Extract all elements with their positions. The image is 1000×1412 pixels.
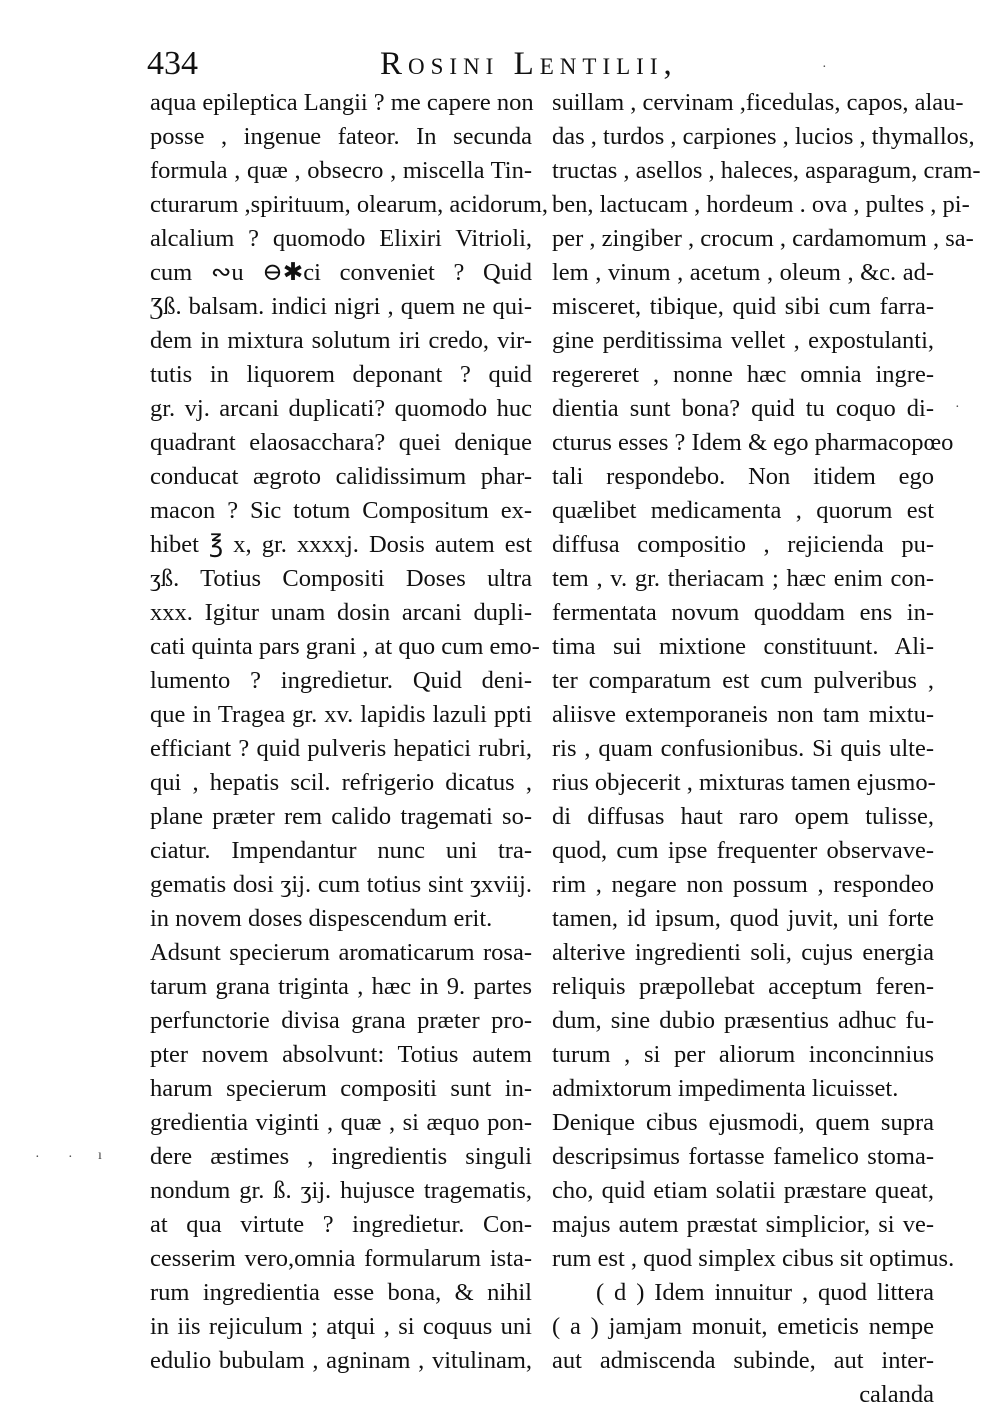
text-line: dum, sine dubio præsentius adhuc fu- (552, 1007, 934, 1034)
left-text-column (150, 86, 549, 1378)
print-speck: · (955, 400, 960, 415)
text-line: rim , negare non possum , respondeo (552, 871, 934, 898)
text-line: gr. vj. arcani duplicati? quomodo huc (150, 395, 532, 422)
text-line: in novem doses dispescendum erit. (150, 905, 493, 932)
text-line: dem in mixtura solutum iri credo, vir- (150, 327, 532, 354)
text-line: harum specierum compositi sunt in- (150, 1075, 532, 1102)
text-line: majus autem præstat simplicior, si ve- (552, 1211, 934, 1238)
text-line: pter novem absolvunt: Totius autem (150, 1041, 532, 1068)
text-line: ciatur. Impendantur nunc uni tra- (150, 837, 532, 864)
text-line: ʒß. Totius Compositi Doses ultra (150, 565, 532, 592)
text-line: posse , ingenue fateor. In secunda (150, 123, 532, 150)
text-line: Ʒß. balsam. indici nigri , quem ne qui- (150, 293, 532, 320)
text-line: tamen, id ipsum, quod juvit, uni forte (552, 905, 934, 932)
text-line: cturarum ,spirituum, olearum, acidorum, (150, 191, 549, 218)
text-line: gematis dosi ʒij. cum totius sint ʒxviij. (150, 871, 532, 898)
text-line: efficiant ? quid pulveris hepatici rubri, (150, 735, 532, 762)
text-line: alcalium ? quomodo Elixiri Vitrioli, (150, 225, 532, 252)
text-line: ( a ) jamjam monuit, emeticis nempe (552, 1313, 934, 1340)
running-head: Rosini Lentilii, (380, 46, 678, 82)
text-line: formula , quæ , obsecro , miscella Tin- (150, 157, 532, 184)
text-line: tima sui mixtione constituunt. Ali- (552, 633, 934, 660)
print-speck: · (822, 60, 827, 75)
text-line: reliquis præpollebat acceptum feren- (552, 973, 934, 1000)
text-line: misceret, tibique, quid sibi cum farra- (552, 293, 934, 320)
text-line: fermentata novum quoddam ens in- (552, 599, 934, 626)
text-line: regereret , nonne hæc omnia ingre- (552, 361, 934, 388)
text-line: quod, cum ipse frequenter observave- (552, 837, 934, 864)
text-line: quadrant elaosacchara? quei denique (150, 429, 532, 456)
text-line: tructas , asellos , haleces, asparagum, cram- (552, 157, 981, 184)
right-text-column (552, 86, 981, 1412)
text-line: nondum gr. ß. ʒij. hujusce tragematis, (150, 1177, 532, 1204)
text-line: suillam , cervinam ,ficedulas, capos, alau- (552, 89, 964, 116)
text-line: tarum grana triginta , hæc in 9. partes (150, 973, 532, 1000)
catchword: calanda (859, 1381, 934, 1408)
text-line: macon ? Sic totum Compositum ex- (150, 497, 532, 524)
text-line: plane præter rem calido tragemati so- (150, 803, 532, 830)
text-line: conducat ægroto calidissimum phar- (150, 463, 532, 490)
text-line: que in Tragea gr. xv. lapidis lazuli ppti (150, 701, 532, 728)
text-line: Adsunt specierum aromaticarum rosa- (150, 939, 532, 966)
text-line: xxx. Igitur unam dosin arcani dupli- (150, 599, 532, 626)
print-speck: · (35, 1150, 40, 1165)
text-line: cum ∾u ⊖✱ci conveniet ? Quid (150, 259, 532, 286)
text-line: quælibet medicamenta , quorum est (552, 497, 934, 524)
text-line: das , turdos , carpiones , lucios , thymallos, (552, 123, 975, 150)
text-line: ris , quam confusionibus. Si quis ulte- (552, 735, 934, 762)
text-line: Denique cibus ejusmodi, quem supra (552, 1109, 934, 1136)
text-line: cati quinta pars grani , at quo cum emo- (150, 633, 540, 660)
text-line: dere æstimes , ingredientis singuli (150, 1143, 532, 1170)
text-line: rius objecerit , mixturas tamen ejusmo- (552, 769, 936, 796)
text-line: lumento ? ingredietur. Quid deni- (150, 667, 532, 694)
text-line: tutis in liquorem deponant ? quid (150, 361, 532, 388)
text-line: tem , v. gr. theriacam ; hæc enim con- (552, 565, 934, 592)
text-line: gredientia viginti , quæ , si æquo pon- (150, 1109, 532, 1136)
print-speck: · (68, 1150, 73, 1165)
page-number: 434 (147, 45, 198, 82)
text-line: admixtorum impedimenta licuisset. (552, 1075, 899, 1102)
print-speck: ı (98, 1148, 102, 1163)
text-line: qui , hepatis scil. refrigerio dicatus , (150, 769, 532, 796)
text-line: in iis rejiculum ; atqui , si coquus uni (150, 1313, 532, 1340)
text-line: cturus esses ? Idem & ego pharmacopœo (552, 429, 954, 456)
text-line: ( d ) Idem innuitur , quod littera (596, 1279, 934, 1306)
text-line: ben, lactucam , hordeum . ova , pultes , pi- (552, 191, 970, 218)
text-line: diffusa compositio , rejicienda pu- (552, 531, 934, 558)
text-line: perfunctorie divisa grana præter pro- (150, 1007, 532, 1034)
text-line: at qua virtute ? ingredietur. Con- (150, 1211, 532, 1238)
text-line: descripsimus fortasse famelico stoma- (552, 1143, 934, 1170)
text-line: rum ingredientia esse bona, & nihil (150, 1279, 532, 1306)
text-line: dientia sunt bona? quid tu coquo di- (552, 395, 934, 422)
text-line: lem , vinum , acetum , oleum , &c. ad- (552, 259, 934, 286)
text-line: turum , si per aliorum inconcinnius (552, 1041, 934, 1068)
text-line: per , zingiber , crocum , cardamomum , sa- (552, 225, 974, 252)
text-line: cho, quid etiam solatii præstare queat, (552, 1177, 934, 1204)
text-line: cesserim vero,omnia formularum ista- (150, 1245, 532, 1272)
text-line: di diffusas haut raro opem tulisse, (552, 803, 934, 830)
text-line: aliisve extemporaneis non tam mixtu- (552, 701, 934, 728)
text-line: ter comparatum est cum pulveribus , (552, 667, 934, 694)
text-line: edulio bubulam , agninam , vitulinam, (150, 1347, 532, 1374)
text-line: aqua epileptica Langii ? me capere non (150, 89, 534, 116)
text-line: rum est , quod simplex cibus sit optimus. (552, 1245, 955, 1272)
text-line: hibet ℥ x, gr. xxxxj. Dosis autem est (150, 531, 532, 558)
text-line: tali respondebo. Non itidem ego (552, 463, 934, 490)
text-line: aut admiscenda subinde, aut inter- (552, 1347, 934, 1374)
text-line: gine perditissima vellet , expostulanti, (552, 327, 934, 354)
text-line: alterive ingredienti soli, cujus energia (552, 939, 934, 966)
